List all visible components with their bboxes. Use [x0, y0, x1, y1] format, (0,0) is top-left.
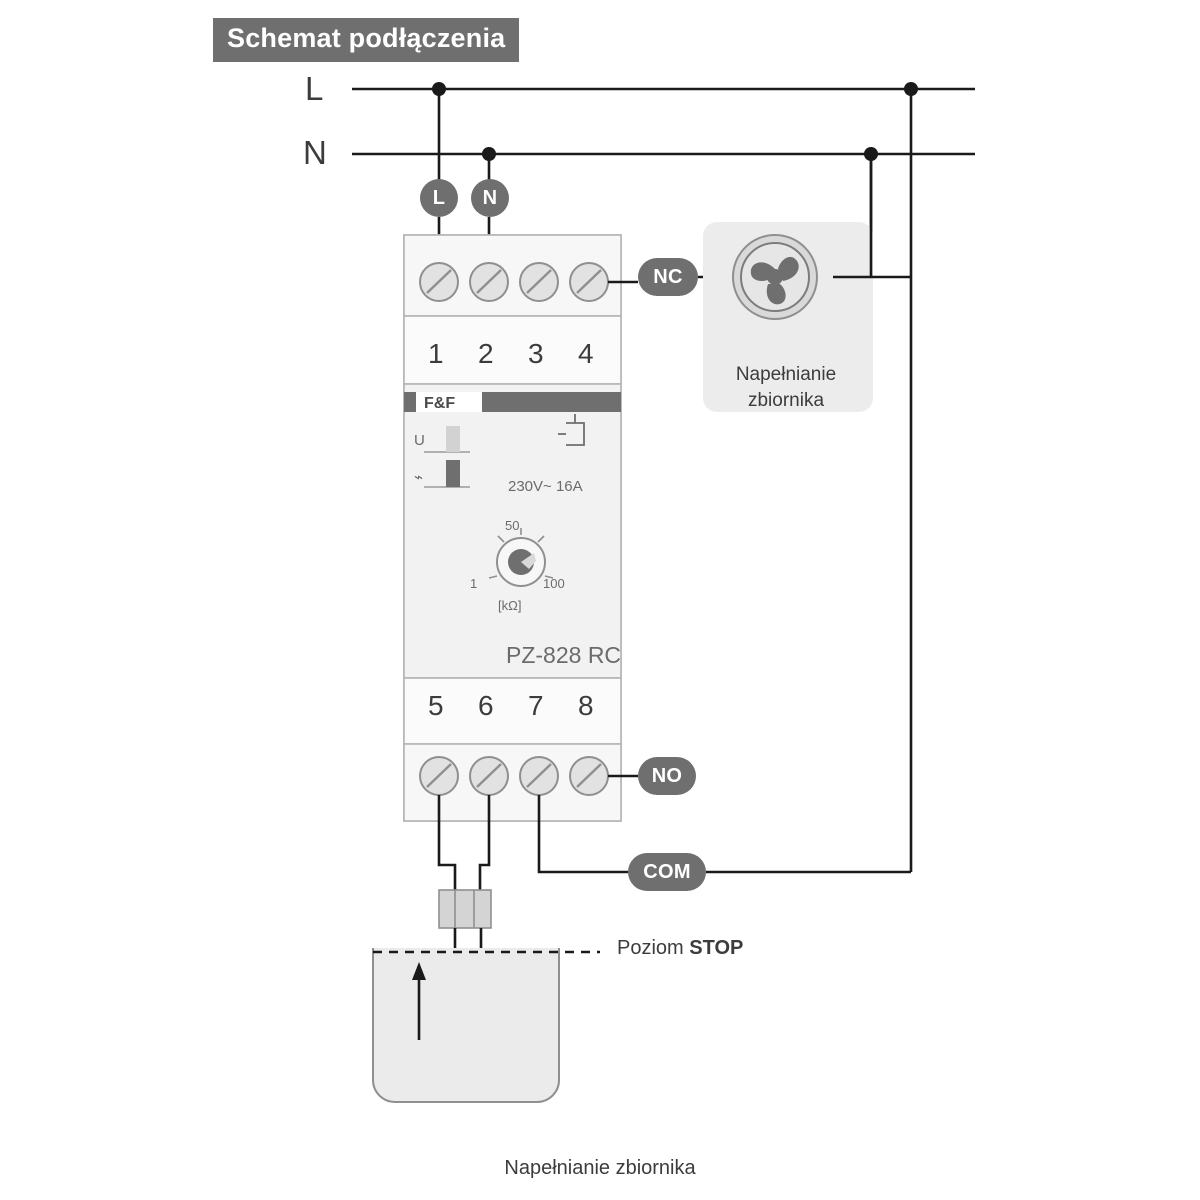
device-terminal-6: 6	[478, 690, 494, 721]
device-terminal-1: 1	[428, 338, 444, 369]
power-rails	[352, 89, 975, 154]
stop-level-value: STOP	[689, 937, 744, 959]
device-terminal-7: 7	[528, 690, 544, 721]
load-caption-line2: zbiornika	[747, 389, 825, 411]
tank	[373, 948, 600, 1102]
device-terminal-8: 8	[578, 690, 594, 721]
terminal-pill-nc[interactable]: NC	[638, 258, 698, 296]
rail-label-N: N	[303, 134, 327, 171]
svg-text:F&F: F&F	[424, 395, 456, 412]
page-title: Schemat podłączenia	[213, 18, 519, 62]
terminal-pill-no[interactable]: NO	[638, 757, 696, 795]
stop-level-label	[617, 937, 743, 960]
device-terminal-4: 4	[578, 338, 594, 369]
device-rating-label: 230V~ 16A	[508, 478, 583, 495]
brand-logo	[404, 392, 621, 412]
terminal-pill-N[interactable]: N	[471, 179, 509, 217]
dial-scale-mid: 50	[505, 518, 520, 533]
rail-junctions	[432, 82, 918, 161]
indicator-label-u: U	[414, 432, 425, 449]
load-caption	[700, 362, 872, 413]
device-terminal-5: 5	[428, 690, 444, 721]
figure-caption: Napełnianie zbiornika	[504, 1157, 696, 1179]
indicator-label-relay: ⌁	[414, 469, 424, 486]
device-terminal-2: 2	[478, 338, 494, 369]
terminal-pill-L[interactable]: L	[420, 179, 458, 217]
terminal-pill-com[interactable]: COM	[628, 853, 706, 891]
load-caption-line1: Napełnianie	[735, 364, 837, 385]
rail-label-L: L	[305, 70, 324, 107]
stop-level-prefix: Poziom	[617, 937, 690, 959]
dial-scale-min: 1	[470, 576, 478, 591]
device-terminal-3: 3	[528, 338, 544, 369]
dial-unit-label: [kΩ]	[498, 598, 522, 613]
device-model-label: PZ-828 RC	[506, 642, 622, 668]
dial-scale-max: 100	[543, 576, 565, 591]
